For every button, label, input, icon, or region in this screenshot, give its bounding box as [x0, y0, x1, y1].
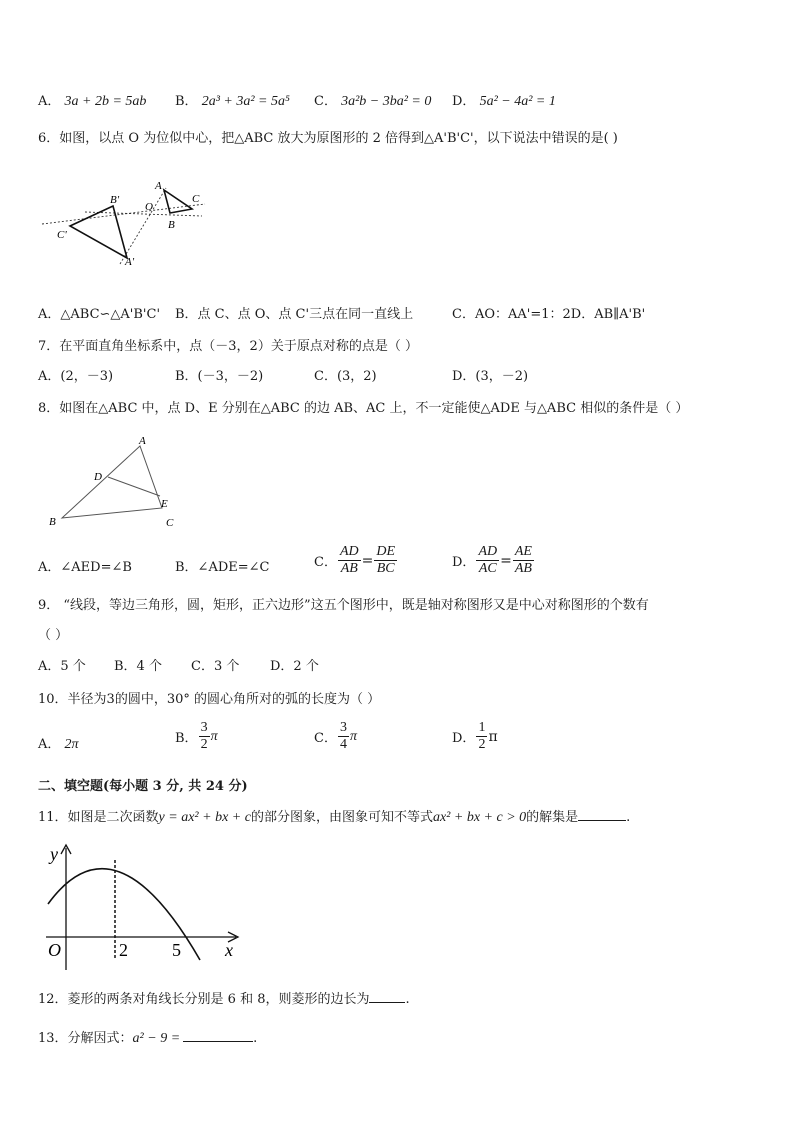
q5-option-d-label: D． [452, 94, 476, 109]
q6-option-b: B．点 C、点 O、点 C'三点在同一直线上 [175, 307, 414, 322]
q10-option-c-den: 4 [339, 737, 347, 752]
q8-label-a: A [139, 435, 146, 447]
q7-option-d: D．(3，－2) [452, 369, 529, 384]
q5-option-c [314, 90, 431, 110]
q11-function: y = ax² + bx + c [158, 810, 251, 825]
q11-inequality: ax² + bx + c > 0 [432, 810, 527, 825]
q11-tick-2: 2 [119, 940, 128, 960]
q9-option-d: D．2 个 [270, 659, 319, 674]
q6-label-c-prime: C' [57, 229, 67, 241]
q12-text: 12．菱形的两条对角线长分别是 6 和 8，则菱形的边长为 [38, 992, 370, 1007]
q10-option-d [452, 720, 498, 753]
q8-label-b: B [49, 516, 56, 528]
q11-graph [40, 842, 245, 974]
q10-option-c-label: C． [314, 731, 337, 746]
q13-prefix: 13．分解因式： [38, 1031, 133, 1046]
q13-stem [38, 1027, 257, 1047]
q11-stem [38, 806, 630, 826]
q10-option-c-frac [338, 720, 349, 753]
q10-option-a [38, 733, 79, 753]
q8-option-c-frac-2 [374, 544, 397, 577]
q8-option-c-num-2: DE [376, 544, 396, 559]
q6-label-c: C [192, 193, 200, 205]
q11-prefix: 11．如图是二次函数 [38, 810, 159, 825]
q10-option-d-label: D． [452, 731, 476, 746]
q5-option-b [175, 90, 290, 110]
section-title: 二、填空题(每小题 3 分, 共 24 分) [38, 779, 248, 794]
q10-option-b-label: B． [175, 731, 198, 746]
q6-figure [40, 172, 215, 272]
q8-option-c [314, 544, 398, 577]
q8-label-d: D [94, 471, 102, 483]
q6-stem: 6．如图，以点 O 为位似中心，把△ABC 放大为原图形的 2 倍得到△A'B'C'，以下说法中错误的是( ) [38, 131, 618, 146]
q6-option-a: A．△ABC∽△A'B'C' [38, 307, 161, 322]
q8-option-b: B．∠ADE=∠C [175, 560, 270, 575]
q8-option-d [452, 544, 535, 577]
q7-option-c: C．(3，2) [314, 369, 377, 384]
q5-option-d-math: 5a² − 4a² = 1 [479, 94, 556, 109]
q10-option-b-num: 3 [200, 720, 208, 735]
q13-answer-blank[interactable] [183, 1041, 253, 1042]
q8-option-d-equals: = [500, 552, 512, 569]
q5-option-b-math: 2a³ + 3a² = 5a⁵ [201, 94, 290, 109]
q9-paren: （ ） [38, 628, 69, 643]
q10-option-c-pi: π [349, 728, 357, 744]
q13-math: a² − 9 = [132, 1031, 181, 1046]
q11-end: . [626, 810, 631, 825]
q9-option-b: B．4 个 [114, 659, 162, 674]
q5-option-d [452, 90, 556, 110]
q10-option-d-frac [476, 720, 487, 753]
q8-option-d-num-2: AE [514, 544, 532, 559]
q8-option-d-label: D． [452, 555, 476, 570]
q6-label-o: O [145, 201, 153, 213]
q8-option-d-den-1: AC [478, 561, 497, 576]
q5-option-a-math: 3a + 2b = 5ab [64, 94, 147, 109]
q10-option-c [314, 720, 357, 753]
q7-option-a: A．(2，－3) [38, 369, 114, 384]
q11-x-label: x [225, 940, 233, 960]
q11-suffix: 的解集是 [526, 810, 579, 825]
q10-stem: 10．半径为3的圆中，30° 的圆心角所对的弧的长度为（ ） [38, 692, 381, 707]
q8-option-c-label: C． [314, 555, 337, 570]
q11-middle: 的部分图象，由图象可知不等式 [250, 810, 433, 825]
q6-label-b-prime: B' [110, 194, 120, 206]
q8-option-c-frac-1 [338, 544, 361, 577]
q6-label-b: B [168, 219, 175, 231]
q8-option-d-num-1: AD [478, 544, 498, 559]
q5-option-b-label: B． [175, 94, 198, 109]
q12-end: . [405, 992, 410, 1007]
q11-answer-blank[interactable] [578, 820, 626, 821]
q10-option-b-frac [199, 720, 210, 753]
q5-option-c-math: 3a²b − 3ba² = 0 [341, 94, 432, 109]
q5-option-a-label: A． [38, 94, 61, 109]
q8-figure [44, 432, 184, 532]
q8-label-c: C [166, 517, 174, 529]
q8-option-d-frac-1 [476, 544, 499, 577]
q10-option-d-den: 2 [478, 737, 486, 752]
q8-option-c-num-1: AD [339, 544, 359, 559]
q10-option-b-pi: π [210, 728, 218, 744]
q6-label-a: A [155, 180, 162, 192]
q9-stem: 9． “线段，等边三角形，圆，矩形，正六边形”这五个图形中，既是轴对称图形又是中心对称图形的个数有 [38, 598, 649, 613]
q12-answer-blank[interactable] [369, 1002, 405, 1003]
q11-tick-5: 5 [172, 940, 181, 960]
q8-stem: 8．如图在△ABC 中，点 D、E 分别在△ABC 的边 AB、AC 上，不一定能使△ADE 与△ABC 相似的条件是（ ） [38, 401, 689, 416]
q6-label-a-prime: A' [125, 256, 135, 268]
q10-option-b [175, 720, 218, 753]
q11-y-label: y [50, 844, 58, 864]
q11-origin-label: O [48, 940, 61, 960]
q6-option-c-d: C．AO：AA'=1：2D．AB∥A'B' [452, 307, 646, 322]
q10-option-b-den: 2 [200, 737, 208, 752]
q8-label-e: E [161, 498, 168, 510]
q8-option-d-den-2: AB [514, 561, 532, 576]
q10-option-a-math: 2π [64, 737, 79, 752]
q7-option-b: B．(－3，－2) [175, 369, 264, 384]
q5-option-c-label: C． [314, 94, 337, 109]
q8-option-c-den-1: AB [340, 561, 358, 576]
q9-option-c: C．3 个 [191, 659, 240, 674]
q10-option-d-num: 1 [478, 720, 486, 735]
q8-option-c-den-2: BC [376, 561, 395, 576]
q9-option-a: A．5 个 [38, 659, 86, 674]
q10-option-d-pi: π [488, 728, 498, 745]
q12-stem [38, 988, 410, 1007]
q7-stem: 7．在平面直角坐标系中，点（－3，2）关于原点对称的点是（ ） [38, 339, 418, 354]
q5-option-a [38, 90, 146, 110]
q8-option-d-frac-2 [513, 544, 534, 577]
q13-end: . [253, 1031, 258, 1046]
q10-option-c-num: 3 [339, 720, 347, 735]
q10-option-a-label: A． [38, 737, 61, 752]
q8-option-a: A．∠AED=∠B [38, 560, 132, 575]
q8-option-c-equals: = [361, 552, 374, 569]
